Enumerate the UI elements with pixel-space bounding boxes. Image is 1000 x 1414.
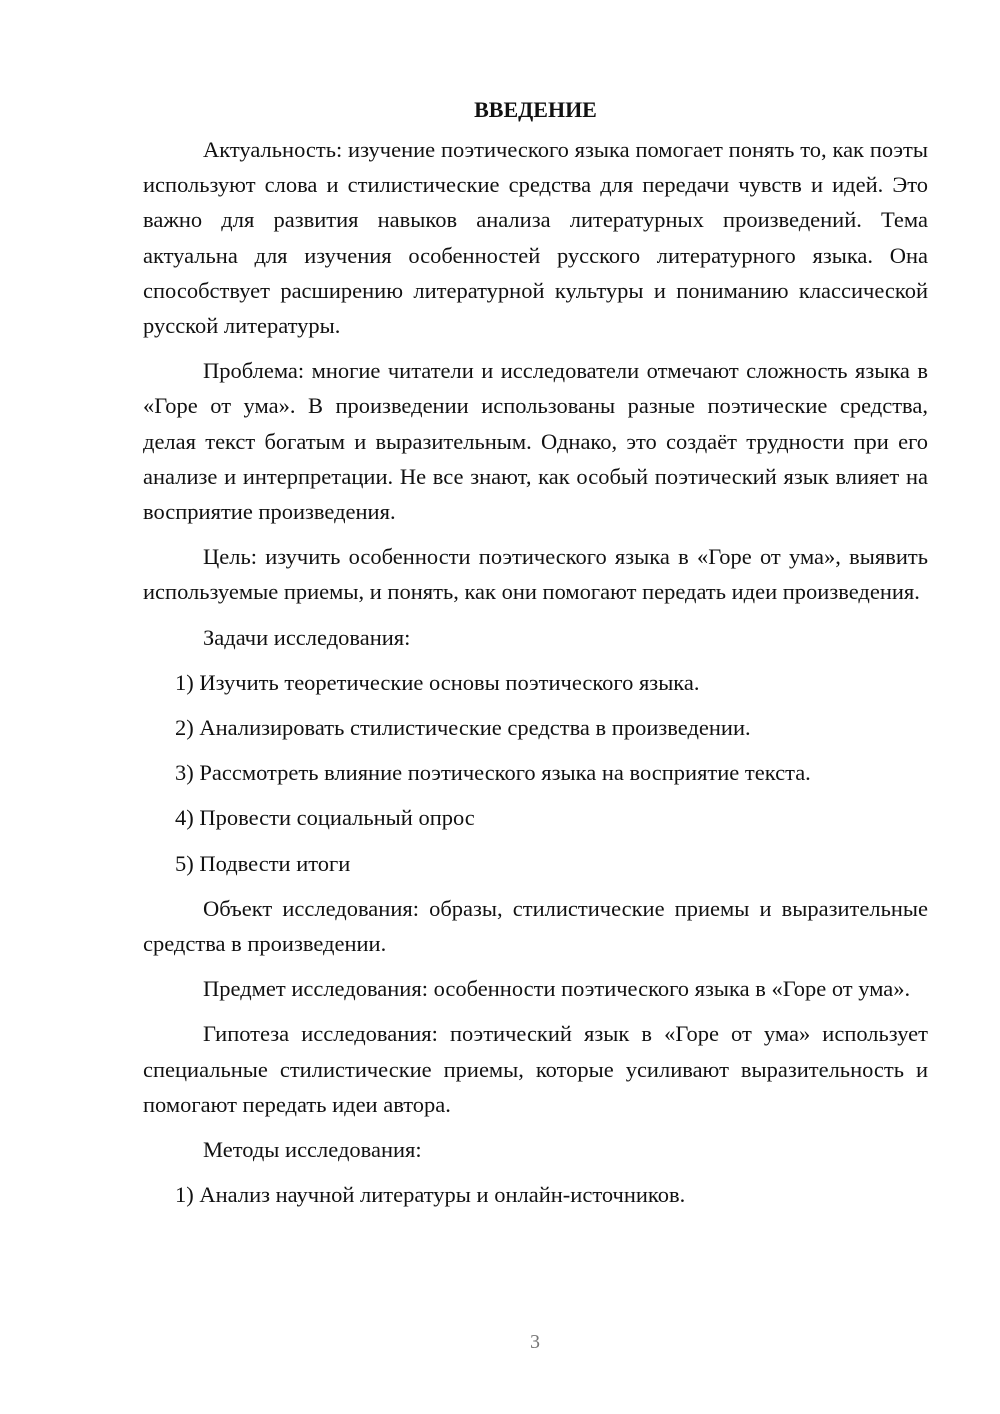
task-item: 4) Провести социальный опрос <box>175 805 475 831</box>
task-item: 1) Изучить теоретические основы поэтического языка. <box>175 669 700 695</box>
subject-paragraph: Предмет исследования: особенности поэтического языка в «Горе от ума». <box>203 976 911 1002</box>
methods-heading: Методы исследования: <box>203 1137 422 1163</box>
tasks-heading: Задачи исследования: <box>203 624 411 650</box>
task-item: 2) Анализировать стилистические средства в произведении. <box>175 715 751 741</box>
page-title: ВВЕДЕНИЕ <box>474 97 597 122</box>
task-item: 3) Рассмотреть влияние поэтического языка на восприятие текста. <box>175 760 811 786</box>
page-number: 3 <box>530 1331 540 1353</box>
relevance-paragraph: Актуальность: изучение поэтического языка помогает понять то, как поэты используют слова и стилистические средства для передачи чувств и идей. Это важно для развития навыков анализа литературных произведений. Тема актуальна для изучения особенностей русского литературного языка. Она способствует расширению литературной культуры и пониманию классической русской литературы. <box>143 137 928 339</box>
hypothesis-paragraph: Гипотеза исследования: поэтический язык в «Горе от ума» использует специальные стилистические приемы, которые усиливают выразительность и помогают передать идеи автора. <box>143 1021 928 1117</box>
method-item: 1) Анализ научной литературы и онлайн-источников. <box>175 1182 686 1208</box>
problem-paragraph: Проблема: многие читатели и исследователи отмечают сложность языка в «Горе от ума». В произведении использованы разные поэтические средства, делая текст богатым и выразительным. Однако, это создаёт трудности при его анализе и интерпретации. Не все знают, как особый поэтический язык влияет на восприятие произведения. <box>143 358 928 525</box>
object-paragraph: Объект исследования: образы, стилистические приемы и выразительные средства в произведении. <box>143 895 928 957</box>
goal-paragraph: Цель: изучить особенности поэтического языка в «Горе от ума», выявить используемые приемы, и понять, как они помогают передать идеи произведения. <box>143 544 928 605</box>
page-content <box>143 92 928 1222</box>
task-item: 5) Подвести итоги <box>175 850 351 876</box>
